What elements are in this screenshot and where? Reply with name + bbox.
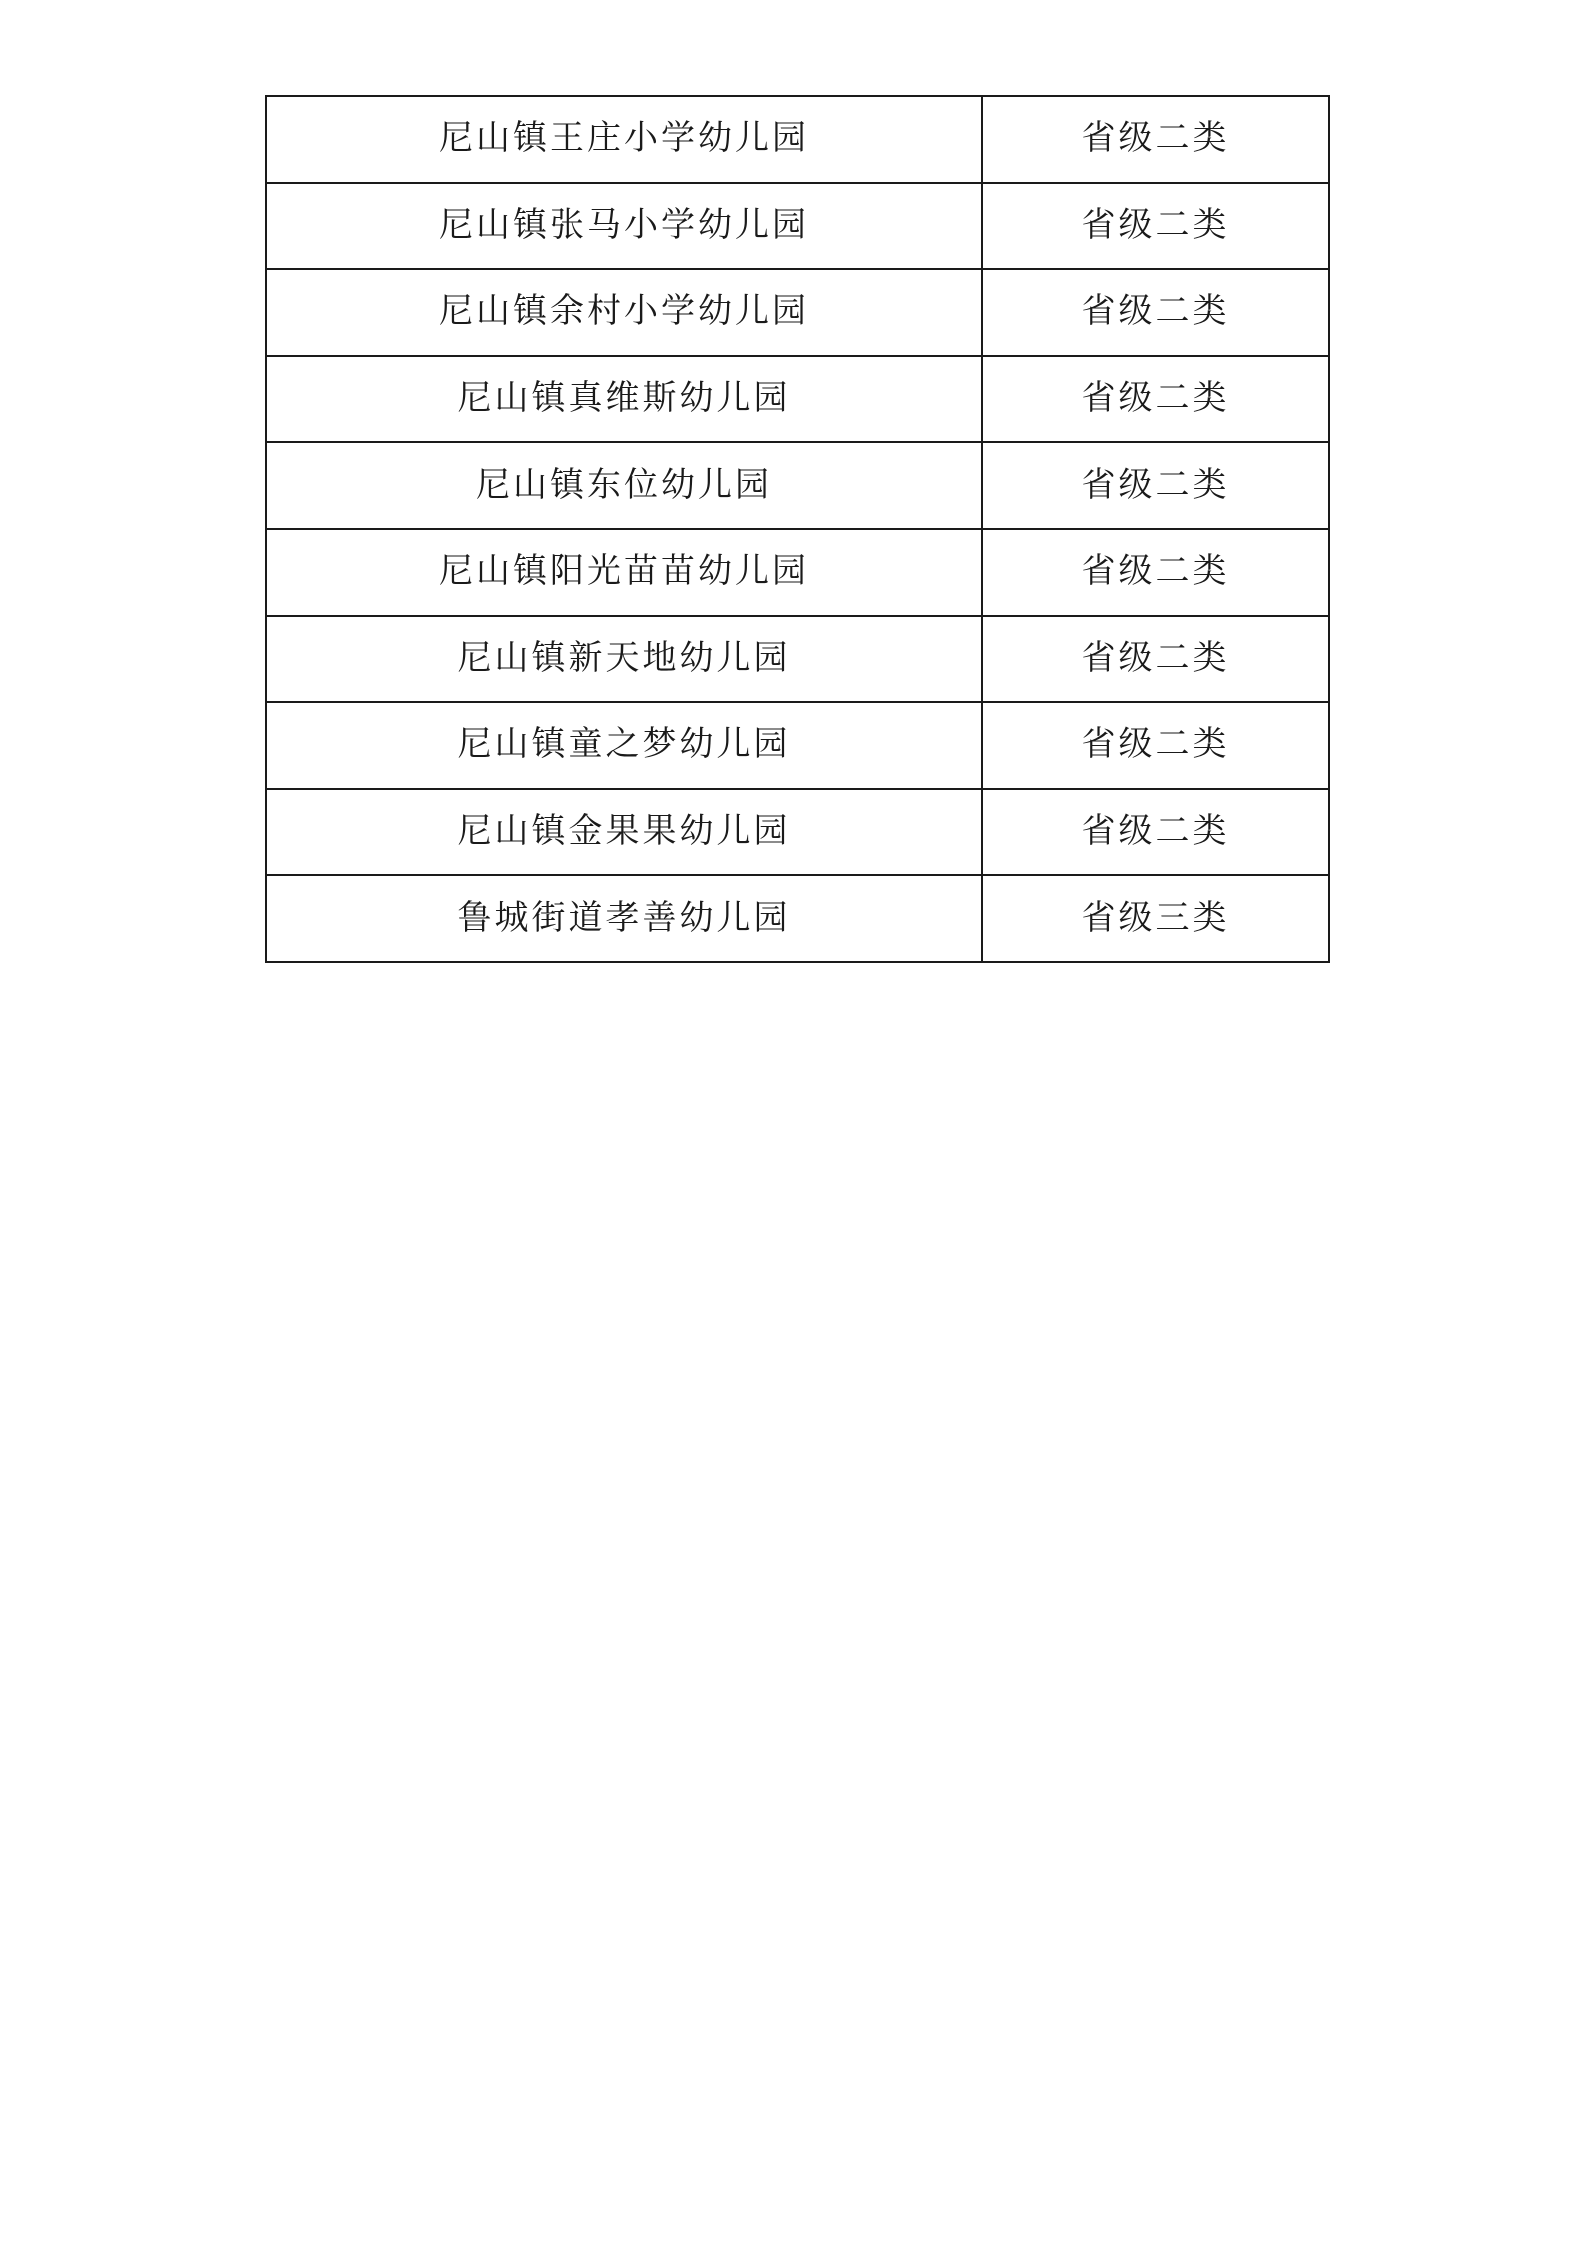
rating-level-cell: 省级二类 (982, 356, 1329, 443)
table-row (266, 442, 1329, 529)
table-row (266, 875, 1329, 962)
kindergarten-name-cell: 鲁城街道孝善幼儿园 (266, 875, 982, 962)
kindergarten-name-cell: 尼山镇金果果幼儿园 (266, 789, 982, 876)
rating-level-cell: 省级二类 (982, 183, 1329, 270)
rating-level-cell: 省级二类 (982, 616, 1329, 703)
table-row (266, 529, 1329, 616)
rating-level-cell: 省级二类 (982, 96, 1329, 183)
rating-level-cell: 省级二类 (982, 269, 1329, 356)
kindergarten-name-cell: 尼山镇真维斯幼儿园 (266, 356, 982, 443)
kindergarten-name-cell: 尼山镇王庄小学幼儿园 (266, 96, 982, 183)
rating-level-cell: 省级二类 (982, 529, 1329, 616)
kindergarten-name-cell: 尼山镇新天地幼儿园 (266, 616, 982, 703)
kindergarten-name-cell: 尼山镇余村小学幼儿园 (266, 269, 982, 356)
rating-level-cell: 省级三类 (982, 875, 1329, 962)
table-row (266, 616, 1329, 703)
table-row (266, 356, 1329, 443)
table-row (266, 183, 1329, 270)
rating-level-cell: 省级二类 (982, 789, 1329, 876)
table-row (266, 702, 1329, 789)
kindergarten-name-cell: 尼山镇张马小学幼儿园 (266, 183, 982, 270)
kindergarten-rating-table (265, 95, 1330, 963)
table-row (266, 789, 1329, 876)
table-row (266, 96, 1329, 183)
kindergarten-name-cell: 尼山镇东位幼儿园 (266, 442, 982, 529)
table-row (266, 269, 1329, 356)
rating-level-cell: 省级二类 (982, 442, 1329, 529)
rating-level-cell: 省级二类 (982, 702, 1329, 789)
kindergarten-name-cell: 尼山镇阳光苗苗幼儿园 (266, 529, 982, 616)
kindergarten-name-cell: 尼山镇童之梦幼儿园 (266, 702, 982, 789)
